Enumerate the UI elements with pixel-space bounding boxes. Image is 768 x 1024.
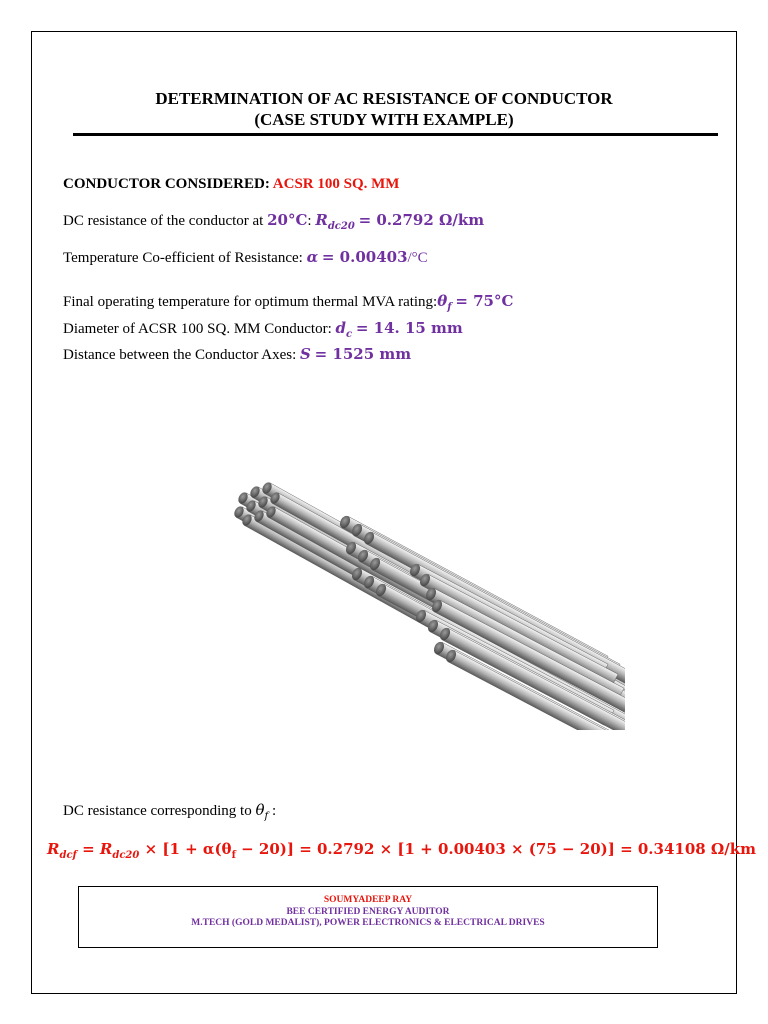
formula-part1: × [1 + α(θ (144, 840, 232, 858)
dc-resistance-line: DC resistance of the conductor at 20°C: $R_{dc20} = 0.2792$ Ω/km (63, 211, 485, 232)
final-temp-value: = 75°C (455, 292, 514, 310)
formula-part2: − 20)] = 0.2792 × [1 + 0.00403 × (75 − 20)] = 0.34108 Ω/km (241, 840, 757, 858)
author-degree: M.TECH (GOLD MEDALIST), POWER ELECTRONICS & ELECTRICAL DRIVES (191, 918, 545, 928)
final-temp-label: Final operating temperature for optimum thermal MVA rating: (63, 294, 438, 310)
dc-resistance-label: DC resistance of the conductor at (63, 213, 264, 229)
final-temp-line (63, 292, 513, 313)
temp-coeff-value: = 0.00403 (321, 248, 408, 266)
diameter-label: Diameter of ACSR 100 SQ. MM Conductor: (63, 321, 332, 337)
theta-f-symbol: $\theta_f$ (437, 292, 452, 313)
diameter-value: = 14. 15 mm (355, 319, 463, 337)
temp-coeff-label: Temperature Co-efficient of Resistance: (63, 250, 303, 266)
page-title: DETERMINATION OF AC RESISTANCE OF CONDUCTOR (155, 89, 613, 108)
distance-line (63, 345, 411, 364)
temp-coeff-line (63, 248, 428, 267)
conductor-considered-line (63, 176, 399, 193)
temp-coeff-unit: /°C (407, 250, 428, 266)
distance-value: = 1525 mm (314, 345, 412, 363)
dc-symbol: $d_c$ (335, 319, 353, 340)
page-subtitle: (CASE STUDY WITH EXAMPLE) (254, 110, 514, 129)
alpha-symbol: α (306, 248, 319, 266)
author-footer (78, 886, 658, 948)
conductor-value: ACSR 100 SQ. MM (272, 176, 400, 192)
dc-resistance-temp: 20°C (267, 211, 308, 229)
title-divider (73, 133, 718, 136)
s-symbol: S (300, 345, 311, 363)
theta-f-inline: $\theta_f$ (255, 801, 269, 822)
dc-corresponding-label: DC resistance corresponding to (63, 803, 252, 819)
rdc20-symbol: $R_{dc20}$ (315, 211, 355, 232)
rdc20-formula-symbol: $R_{dc20}$ (99, 840, 140, 861)
acsr-conductor-image (225, 470, 625, 730)
rdcf-symbol: $R_{dcf}$ (47, 840, 77, 861)
diameter-line (63, 319, 463, 340)
dc-resistance-value: = 0.2792 Ω/km (358, 211, 485, 229)
formula-rdcf: $R_{dcf} = R_{dc20} \times [1 + \alpha(\theta_f - 20)] = 0.2792 \times [1 + 0.00403 \times (75 - 20)] = 0.34108$ Ω/km (47, 840, 757, 861)
dc-corresponding-line: DC resistance corresponding to $\theta_f$ : (63, 801, 277, 822)
author-name: SOUMYADEEP RAY (323, 895, 413, 905)
distance-label: Distance between the Conductor Axes: (63, 347, 297, 363)
conductor-label: CONDUCTOR CONSIDERED: (63, 176, 270, 192)
author-certification: BEE CERTIFIED ENERGY AUDITOR (286, 906, 450, 917)
